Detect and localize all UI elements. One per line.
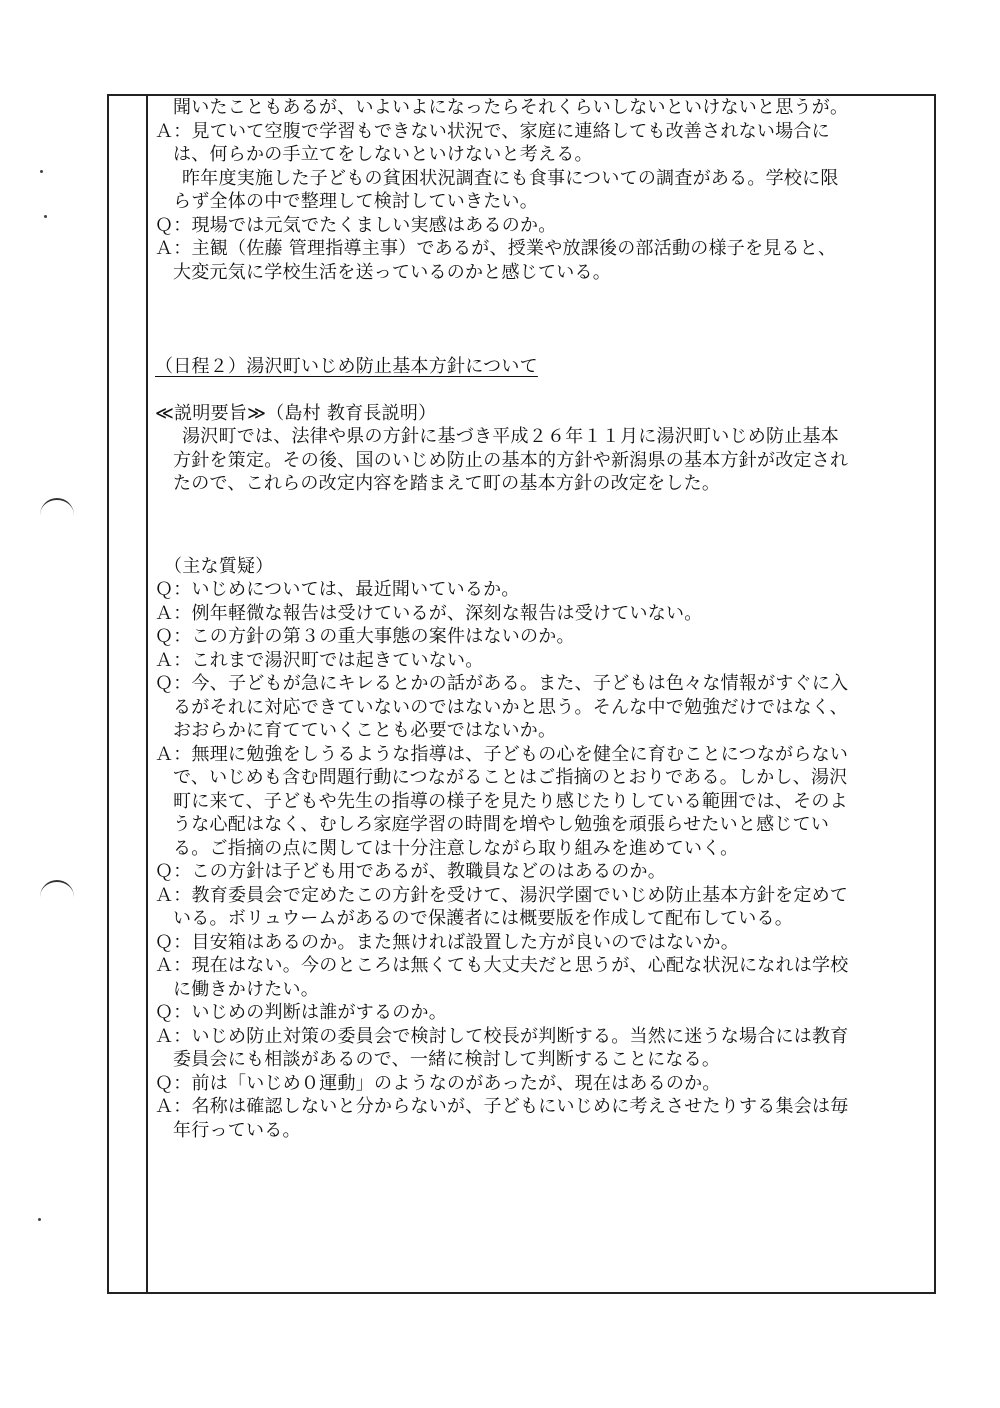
- question-line: Ｑ：前は「いじめ０運動」のようなのがあったが、現在はあるのか。: [155, 1072, 721, 1094]
- qa-title: （主な質疑）: [164, 555, 274, 577]
- scan-speck: [40, 170, 43, 173]
- answer-line: 聞いたこともあるが、いよいよになったらそれくらいしないといけないと思うが。: [173, 97, 849, 118]
- answer-line: Ａ：いじめ防止対策の委員会で検討して校長が判断する。当然に迷うな場合には教育: [155, 1025, 849, 1047]
- answer-line: いる。ボリュウームがあるので保護者には概要版を作成して配布している。: [173, 908, 793, 929]
- question-line: Ｑ：いじめの判断は誰がするのか。: [155, 1002, 447, 1023]
- question-line: Ｑ：今、子どもが急にキレるとかの話がある。また、子どもは色々な情報がすぐに入: [155, 673, 849, 694]
- answer-line: うな心配はなく、むしろ家庭学習の時間を増やし勉強を頑張らせたいと感じてい: [173, 814, 830, 835]
- answer-line: Ａ：教育委員会で定めたこの方針を受けて、湯沢学園でいじめ防止基本方針を定めて: [155, 884, 849, 906]
- explanation-line: 湯沢町では、法律や県の方針に基づき平成２６年１１月に湯沢町いじめ防止基本: [182, 426, 839, 447]
- answer-line: 大変元気に学校生活を送っているのかと感じている。: [173, 261, 611, 283]
- answer-line: Ａ：現在はない。今のところは無くても大丈夫だと思うが、心配な状況になれは学校: [155, 955, 849, 976]
- scan-speck: [38, 1218, 41, 1221]
- question-line: Ｑ：現場では元気でたくましい実感はあるのか。: [155, 214, 557, 236]
- answer-line: に働きかけたい。: [173, 978, 319, 1000]
- answer-line: 年行っている。: [173, 1119, 301, 1141]
- minutes-body: [155, 96, 930, 1142]
- column-divider: [146, 94, 148, 1294]
- explanation-title: ≪説明要旨≫（島村 教育長説明）: [155, 402, 437, 424]
- answer-line: Ａ：名称は確認しないと分からないが、子どもにいじめに考えさせたりする集会は毎: [155, 1096, 849, 1117]
- answer-line: Ａ：これまで湯沢町では起きていない。: [155, 649, 484, 671]
- question-line: Ｑ：目安箱はあるのか。また無ければ設置した方が良いのではないか。: [155, 931, 739, 953]
- answer-line: 町に来て、子どもや先生の指導の様子を見たり感じたりしている範囲では、そのよ: [173, 790, 848, 812]
- explanation-line: 方針を策定。その後、国のいじめ防止の基本的方針や新潟県の基本方針が改定され: [173, 449, 849, 471]
- punch-hole-mark: [40, 498, 74, 515]
- answer-line: らず全体の中で整理して検討していきたい。: [173, 191, 538, 212]
- answer-line: は、何らかの手立てをしないといけないと考える。: [173, 144, 593, 165]
- answer-line: で、いじめも含む問題行動につながることはご指摘のとおりである。しかし、湯沢: [173, 767, 848, 788]
- answer-line: Ａ：主観（佐藤 管理指導主事）であるが、授業や放課後の部活動の様子を見ると、: [155, 238, 837, 259]
- answer-line: 委員会にも相談があるので、一緒に検討して判断することになる。: [173, 1049, 721, 1070]
- punch-hole-mark: [40, 880, 74, 897]
- question-line: Ｑ：この方針の第３の重大事態の案件はないのか。: [155, 626, 575, 647]
- answer-line: Ａ：無理に勉強をしうるような指導は、子どもの心を健全に育むことにつながらない: [155, 743, 849, 765]
- answer-line: る。ご指摘の点に関しては十分注意しながら取り組みを進めていく。: [173, 837, 739, 859]
- question-line: Ｑ：いじめについては、最近聞いているか。: [155, 579, 520, 600]
- question-line: Ｑ：この方針は子ども用であるが、教職員などのはあるのか。: [155, 861, 666, 882]
- answer-line: Ａ：例年軽微な報告は受けているが、深刻な報告は受けていない。: [155, 602, 703, 624]
- answer-line: Ａ：見ていて空腹で学習もできない状況で、家庭に連絡しても改善されない場合に: [155, 120, 830, 142]
- scan-speck: [44, 215, 47, 218]
- agenda-heading: （日程２）湯沢町いじめ防止基本方針について: [155, 355, 538, 377]
- question-line: るがそれに対応できていないのではないかと思う。そんな中で勉強だけではなく、: [173, 696, 848, 718]
- question-line: おおらかに育てていくことも必要ではないか。: [173, 720, 557, 741]
- explanation-line: たので、これらの改定内容を踏まえて町の基本方針の改定をした。: [173, 473, 721, 494]
- answer-line: 昨年度実施した子どもの貧困状況調査にも食事についての調査がある。学校に限: [182, 167, 839, 189]
